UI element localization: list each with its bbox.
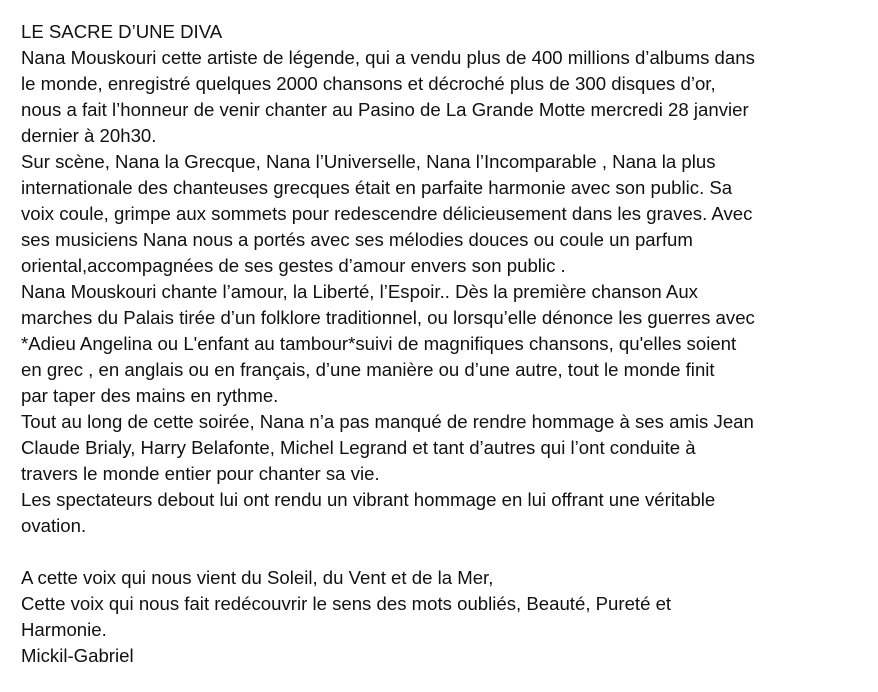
text-line: Nana Mouskouri chante l’amour, la Liberté, l’Espoir.. Dès la première chanson Aux <box>21 281 698 302</box>
text-line: internationale des chanteuses grecques était en parfaite harmonie avec son public. Sa <box>21 177 733 198</box>
paragraph-stage <box>21 149 871 279</box>
article <box>21 19 871 669</box>
paragraph-songs <box>21 279 871 409</box>
poem <box>21 565 871 643</box>
text-line: dernier à 20h30. <box>21 125 157 146</box>
text-line: marches du Palais tirée d’un folklore traditionnel, ou lorsqu’elle dénonce les guerres avec <box>21 307 755 328</box>
text-line: Les spectateurs debout lui ont rendu un vibrant hommage en lui offrant une véritable <box>21 489 716 510</box>
article-title: LE SACRE D’UNE DIVA <box>21 21 223 42</box>
text-line: Sur scène, Nana la Grecque, Nana l’Universelle, Nana l’Incomparable , Nana la plus <box>21 151 716 172</box>
signature: Mickil-Gabriel <box>21 645 134 666</box>
text-line: travers le monde entier pour chanter sa vie. <box>21 463 380 484</box>
poem-line: Harmonie. <box>21 619 107 640</box>
text-line: voix coule, grimpe aux sommets pour redescendre délicieusement dans les graves. Avec <box>21 203 753 224</box>
paragraph-ovation <box>21 487 871 539</box>
text-line: le monde, enregistré quelques 2000 chansons et décroché plus de 300 disques d’or, <box>21 73 716 94</box>
text-line: ovation. <box>21 515 87 536</box>
paragraph-intro <box>21 45 871 149</box>
text-line: Claude Brialy, Harry Belafonte, Michel Legrand et tant d’autres qui l’ont conduite à <box>21 437 696 458</box>
paragraph-tribute <box>21 409 871 487</box>
text-line: oriental,accompagnées de ses gestes d’amour envers son public . <box>21 255 566 276</box>
text-line: *Adieu Angelina ou L'enfant au tambour*suivi de magnifiques chansons, qu'elles soient <box>21 333 737 354</box>
text-line: Tout au long de cette soirée, Nana n’a pas manqué de rendre hommage à ses amis Jean <box>21 411 754 432</box>
poem-line: Cette voix qui nous fait redécouvrir le sens des mots oubliés, Beauté, Pureté et <box>21 593 672 614</box>
text-line: ses musiciens Nana nous a portés avec ses mélodies douces ou coule un parfum <box>21 229 693 250</box>
text-line: Nana Mouskouri cette artiste de légende, qui a vendu plus de 400 millions d’albums dans <box>21 47 755 68</box>
spacer <box>21 539 871 565</box>
poem-line: A cette voix qui nous vient du Soleil, du Vent et de la Mer, <box>21 567 494 588</box>
text-line: en grec , en anglais ou en français, d’une manière ou d’une autre, tout le monde finit <box>21 359 715 380</box>
text-line: par taper des mains en rythme. <box>21 385 279 406</box>
text-line: nous a fait l’honneur de venir chanter au Pasino de La Grande Motte mercredi 28 janvier <box>21 99 749 120</box>
